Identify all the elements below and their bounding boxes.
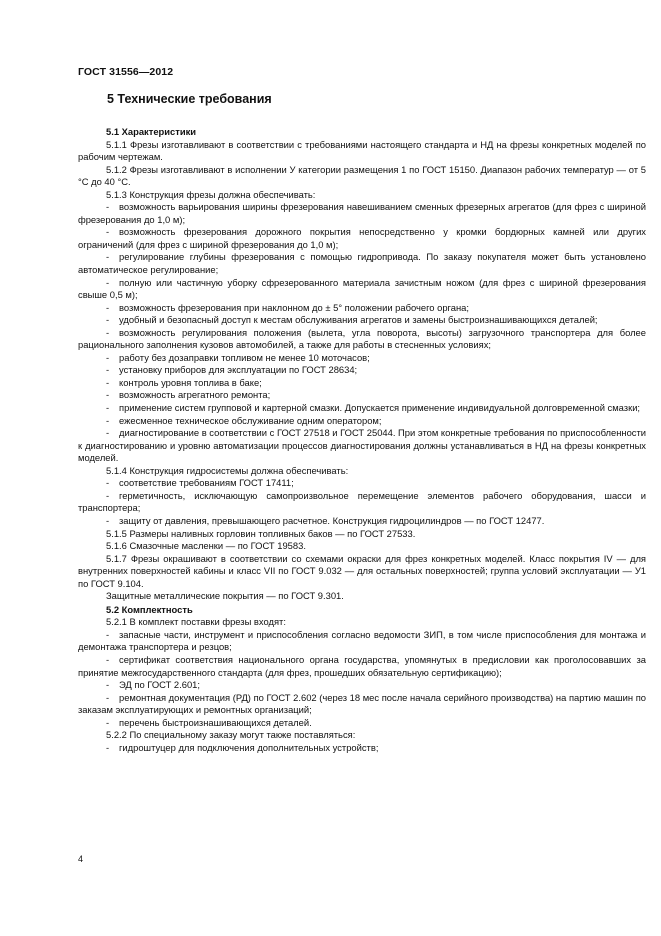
list-item-text: сертификат соответствия национального органа государства, упомянутых в предисловии как проголосовавших за принятие межгосударственного стандарта (для фрез, прошедших обязательную сертификацию); <box>78 653 646 678</box>
paragraph: 5.1.2 Фрезы изготавливают в исполнении У категории размещения 1 по ГОСТ 15150. Диапазон рабочих температур — от 5 °С до 40 °С. <box>78 163 646 188</box>
list-item-text: установку приборов для эксплуатации по ГОСТ 28634; <box>119 364 358 376</box>
body-text <box>78 125 646 754</box>
subsection-heading: 5.1 Характеристики <box>106 126 197 137</box>
document-code: ГОСТ 31556—2012 <box>78 66 174 78</box>
list-item <box>78 251 646 276</box>
list-item <box>78 377 646 390</box>
list-item <box>78 515 646 528</box>
list-item <box>78 629 646 654</box>
paragraph: 5.1.5 Размеры наливных горловин топливных баков — по ГОСТ 27533. <box>106 527 416 539</box>
list-item-text: возможность агрегатного ремонта; <box>119 389 271 401</box>
list-item <box>78 427 646 465</box>
list-item <box>78 679 646 692</box>
list-item <box>78 742 646 755</box>
list-dash: - <box>106 414 110 426</box>
paragraph: Защитные металлические покрытия — по ГОСТ 9.301. <box>106 590 344 602</box>
paragraph: 5.1.1 Фрезы изготавливают в соответствии с требованиями настоящего стандарта и НД на фрезы конкретных моделей по рабочим чертежам. <box>78 138 646 163</box>
paragraph: 5.2.2 По специальному заказу могут также поставляться: <box>106 729 356 741</box>
list-dash: - <box>106 251 110 263</box>
paragraph: 5.1.7 Фрезы окрашивают в соответствии со схемами окраски для фрез конкретных моделей. Класс покрытия IV — для внутренних поверхностей кабины и класс VII по ГОСТ 9.032 — для остальных поверхностей; группа условий эксплуатации — У1 по ГОСТ 9.104. <box>78 552 646 589</box>
list-dash: - <box>106 653 110 665</box>
list-item-text: работу без дозаправки топливом не менее 10 моточасов; <box>119 351 370 363</box>
list-item-text: применение систем групповой и картерной смазки. Допускается применение индивидуальной долговременной смазки; <box>119 402 641 414</box>
paragraph: 5.2.1 В комплект поставки фрезы входят: <box>106 616 286 628</box>
paragraph: 5.1.6 Смазочные масленки — по ГОСТ 19583. <box>106 540 306 552</box>
list-item-text: возможность регулирования положения (вылета, угла поворота, высоты) загрузочного транспортера для более рационального заполнения кузовов автомобилей, а также для работы в стесненных условиях; <box>78 326 646 351</box>
list-item <box>78 490 646 515</box>
list-item-text: возможность фрезерования при наклонном до ± 5° положении рабочего органа; <box>119 301 469 313</box>
list-dash: - <box>106 376 110 388</box>
list-dash: - <box>106 276 110 288</box>
list-item-text: ЭД по ГОСТ 2.601; <box>119 679 200 691</box>
list-dash: - <box>106 201 110 213</box>
paragraph: 5.1.3 Конструкция фрезы должна обеспечивать: <box>106 188 316 200</box>
list-item-text: удобный и безопасный доступ к местам обслуживания агрегатов и замены быстроизнашивающихся деталей; <box>119 314 598 326</box>
list-dash: - <box>106 226 110 238</box>
list-item <box>78 389 646 402</box>
list-item <box>78 415 646 428</box>
list-dash: - <box>106 716 110 728</box>
subsection-heading: 5.2 Комплектность <box>106 603 193 615</box>
list-dash: - <box>106 679 110 691</box>
list-item <box>78 201 646 226</box>
list-dash: - <box>106 389 110 401</box>
list-item <box>78 302 646 315</box>
list-item-text: контроль уровня топлива в баке; <box>119 376 262 388</box>
list-dash: - <box>106 351 110 363</box>
list-item <box>78 314 646 327</box>
list-dash: - <box>106 514 110 526</box>
list-dash: - <box>106 477 110 489</box>
list-item <box>78 692 646 717</box>
list-dash: - <box>106 741 110 753</box>
list-dash: - <box>106 691 110 703</box>
list-item-text: регулирование глубины фрезерования с помощью гидропривода. По заказу покупателя может быть установлено автоматическое регулирование; <box>78 251 646 276</box>
list-dash: - <box>106 364 110 376</box>
list-item-text: возможность фрезерования дорожного покрытия непосредственно у кромки бордюрных камней или других ограничений (для фрез с шириной фрезерования до 1,0 м); <box>78 226 646 250</box>
list-item <box>78 277 646 302</box>
section-title: 5 Технические требования <box>107 92 272 106</box>
list-item-text: защиту от давления, превышающего расчетное. Конструкция гидроцилиндров — по ГОСТ 12477. <box>119 514 545 526</box>
list-item-text: гидроштуцер для подключения дополнительных устройств; <box>119 741 379 753</box>
list-dash: - <box>106 628 110 640</box>
list-item-text: соответствие требованиям ГОСТ 17411; <box>119 477 294 489</box>
list-dash: - <box>106 402 110 414</box>
page-number: 4 <box>78 854 84 864</box>
list-item <box>78 654 646 679</box>
list-dash: - <box>106 314 110 326</box>
list-dash: - <box>106 489 110 501</box>
list-dash: - <box>106 427 110 439</box>
list-dash: - <box>106 301 110 313</box>
list-dash: - <box>106 326 110 338</box>
list-item <box>78 402 646 415</box>
list-item <box>78 364 646 377</box>
list-item-text: ежесменное техническое обслуживание одним оператором; <box>119 414 382 426</box>
paragraph: 5.1.4 Конструкция гидросистемы должна обеспечивать: <box>106 464 349 476</box>
list-item-text: герметичность, исключающую самопроизвольное перемещение элементов рабочего оборудования, шасси и транспортера; <box>78 489 646 514</box>
list-item-text: диагностирование в соответствии с ГОСТ 27518 и ГОСТ 25044. При этом конкретные требования по приспособленности к диагностированию и уровню автоматизации процессов диагностирования должны устанавливаться в НД на фрезы конкретных моделей. <box>78 427 646 464</box>
list-item-text: перечень быстроизнашивающихся деталей. <box>119 716 312 728</box>
list-item <box>78 327 646 352</box>
list-item <box>78 477 646 490</box>
list-item <box>78 717 646 730</box>
list-item-text: запасные части, инструмент и приспособления согласно ведомости ЗИП, в том числе приспособления для монтажа и демонтажа транспортера и резцов; <box>78 628 646 653</box>
list-item-text: ремонтная документация (РД) по ГОСТ 2.602 (через 18 мес после начала серийного производства) на партию машин по заказам эксплуатирующих и ремонтных организаций; <box>78 691 646 716</box>
list-item-text: возможность варьирования ширины фрезерования навешиванием сменных фрезерных агрегатов (для фрез с шириной фрезерования до 1,0 м); <box>78 201 646 225</box>
list-item <box>78 226 646 251</box>
list-item-text: полную или частичную уборку сфрезерованного материала зачистным ножом (для фрез с шириной фрезерования свыше 0,5 м); <box>78 276 646 301</box>
list-item <box>78 352 646 365</box>
